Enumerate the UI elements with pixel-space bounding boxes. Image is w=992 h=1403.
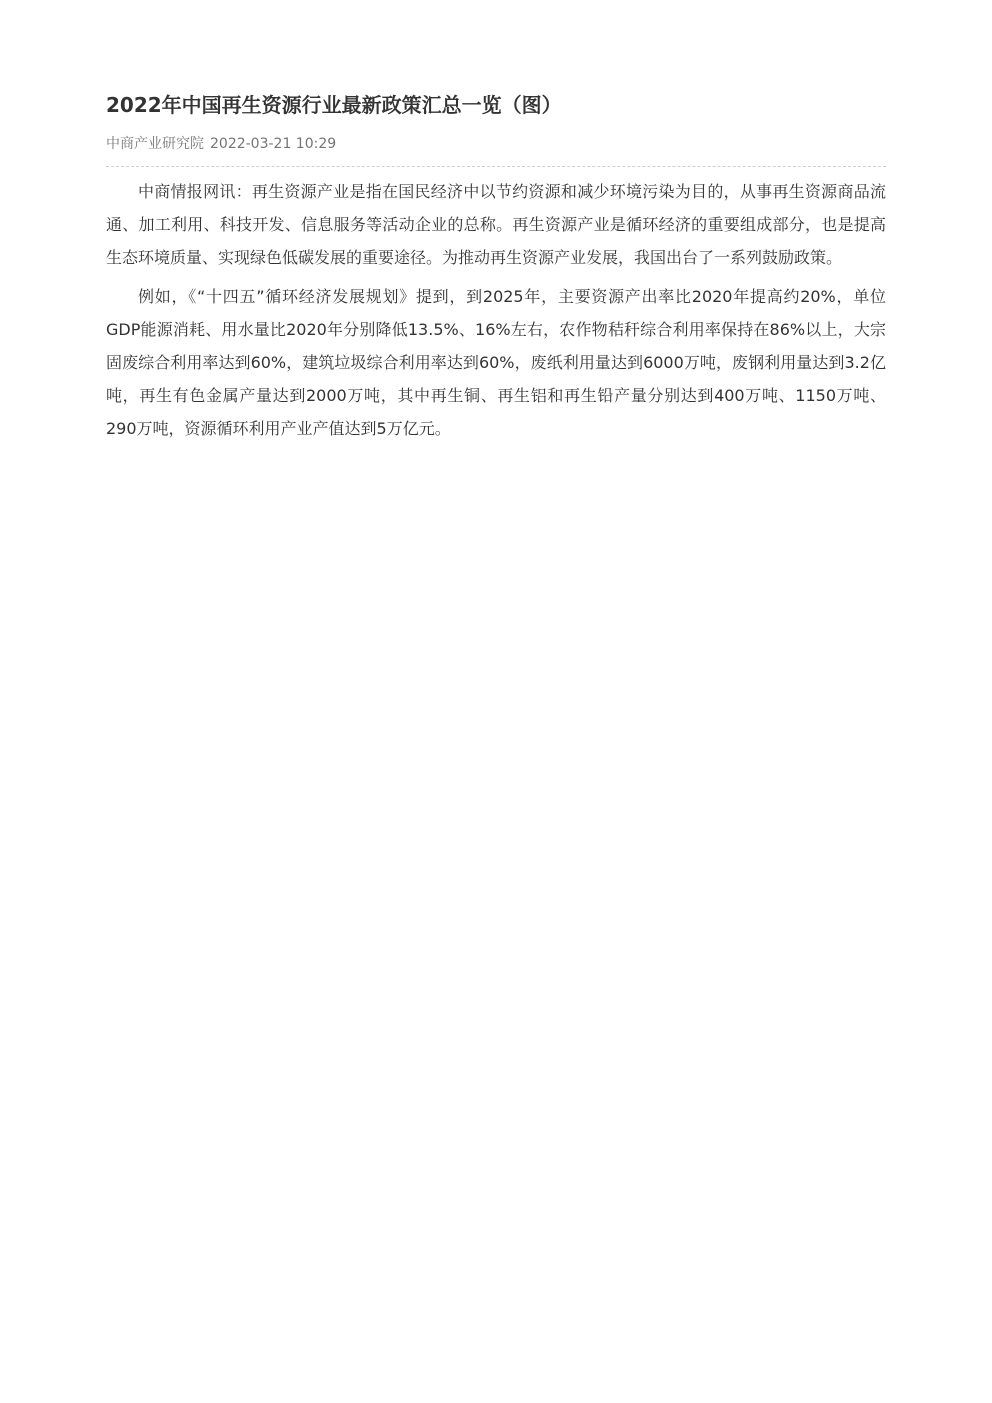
article-datetime: 2022-03-21 10:29 (210, 136, 337, 152)
article-meta (106, 134, 886, 167)
article (106, 88, 886, 451)
article-body (106, 175, 886, 445)
paragraph: 例如，《“十四五”循环经济发展规划》提到，到2025年，主要资源产出率比2020年提高约20%，单位GDP能源消耗、用水量比2020年分别降低13.5%、16%左右，农作物秸秆综合利用率保持在86%以上，大宗固废综合利用率达到60%，建筑垃圾综合利用率达到60%，废纸利用量达到6000万吨，废钢利用量达到3.2亿吨，再生有色金属产量达到2000万吨，其中再生铜、再生铝和再生铅产量分别达到400万吨、1150万吨、290万吨，资源循环利用产业产值达到5万亿元。 (106, 287, 886, 438)
article-source: 中商产业研究院 (106, 136, 204, 152)
paragraph: 中商情报网讯：再生资源产业是指在国民经济中以节约资源和减少环境污染为目的，从事再生资源商品流通、加工利用、科技开发、信息服务等活动企业的总称。再生资源产业是循环经济的重要组成部分，也是提高生态环境质量、实现绿色低碳发展的重要途径。为推动再生资源产业发展，我国出台了一系列鼓励政策。 (106, 182, 886, 267)
article-title: 2022年中国再生资源行业最新政策汇总一览（图） (106, 93, 562, 117)
